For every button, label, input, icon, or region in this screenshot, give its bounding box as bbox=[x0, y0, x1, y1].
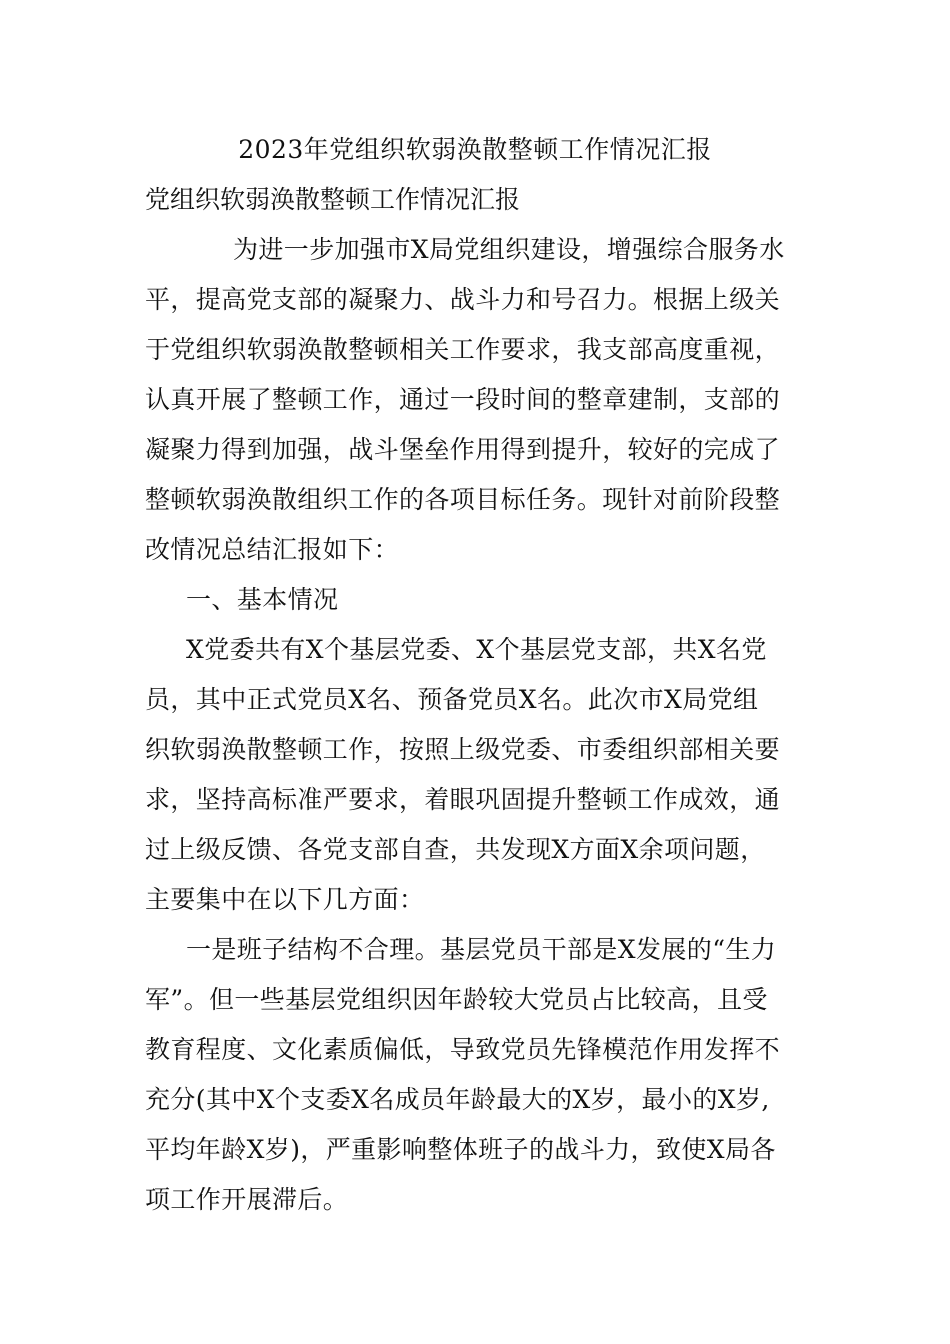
document-subtitle: 党组织软弱涣散整顿工作情况汇报 bbox=[145, 185, 521, 214]
paragraph-line: 认真开展了整顿工作，通过一段时间的整章建制，支部的 bbox=[145, 385, 781, 414]
paragraph-line: 平均年龄X岁)，严重影响整体班子的战斗力，致使X局各 bbox=[145, 1135, 776, 1164]
paragraph-line: 主要集中在以下几方面： bbox=[145, 885, 425, 914]
paragraph-line: 军”。但一些基层党组织因年龄较大党员占比较高，且受 bbox=[145, 985, 768, 1014]
paragraph-line: 改情况总结汇报如下： bbox=[145, 535, 400, 564]
document-title: 2023年党组织软弱涣散整顿工作情况汇报 bbox=[238, 135, 712, 164]
paragraph-line: 教育程度、文化素质偏低，导致党员先锋模范作用发挥不 bbox=[145, 1035, 781, 1064]
paragraph-line: 凝聚力得到加强，战斗堡垒作用得到提升，较好的完成了 bbox=[145, 435, 781, 464]
paragraph-line: 为进一步加强市X局党组织建设，增强综合服务水 bbox=[233, 235, 785, 264]
paragraph-line: 过上级反馈、各党支部自查，共发现X方面X余项问题， bbox=[145, 835, 766, 864]
paragraph-line: 项工作开展滞后。 bbox=[145, 1185, 349, 1214]
paragraph-line: X党委共有X个基层党委、X个基层党支部，共X名党 bbox=[186, 635, 767, 664]
paragraph-line: 一是班子结构不合理。基层党员干部是X发展的“生力 bbox=[186, 935, 777, 964]
paragraph-line: 求，坚持高标准严要求，着眼巩固提升整顿工作成效，通 bbox=[145, 785, 781, 814]
paragraph-line: 充分(其中X个支委X名成员年龄最大的X岁，最小的X岁, bbox=[145, 1085, 770, 1114]
paragraph-line: 整顿软弱涣散组织工作的各项目标任务。现针对前阶段整 bbox=[145, 485, 781, 514]
paragraph-line: 员，其中正式党员X名、预备党员X名。此次市X局党组 bbox=[145, 685, 759, 714]
paragraph-line: 平，提高党支部的凝聚力、战斗力和号召力。根据上级关 bbox=[145, 285, 781, 314]
paragraph-line: 织软弱涣散整顿工作，按照上级党委、市委组织部相关要 bbox=[145, 735, 781, 764]
section-heading: 一、基本情况 bbox=[186, 585, 339, 614]
paragraph-line: 于党组织软弱涣散整顿相关工作要求，我支部高度重视， bbox=[145, 335, 781, 364]
